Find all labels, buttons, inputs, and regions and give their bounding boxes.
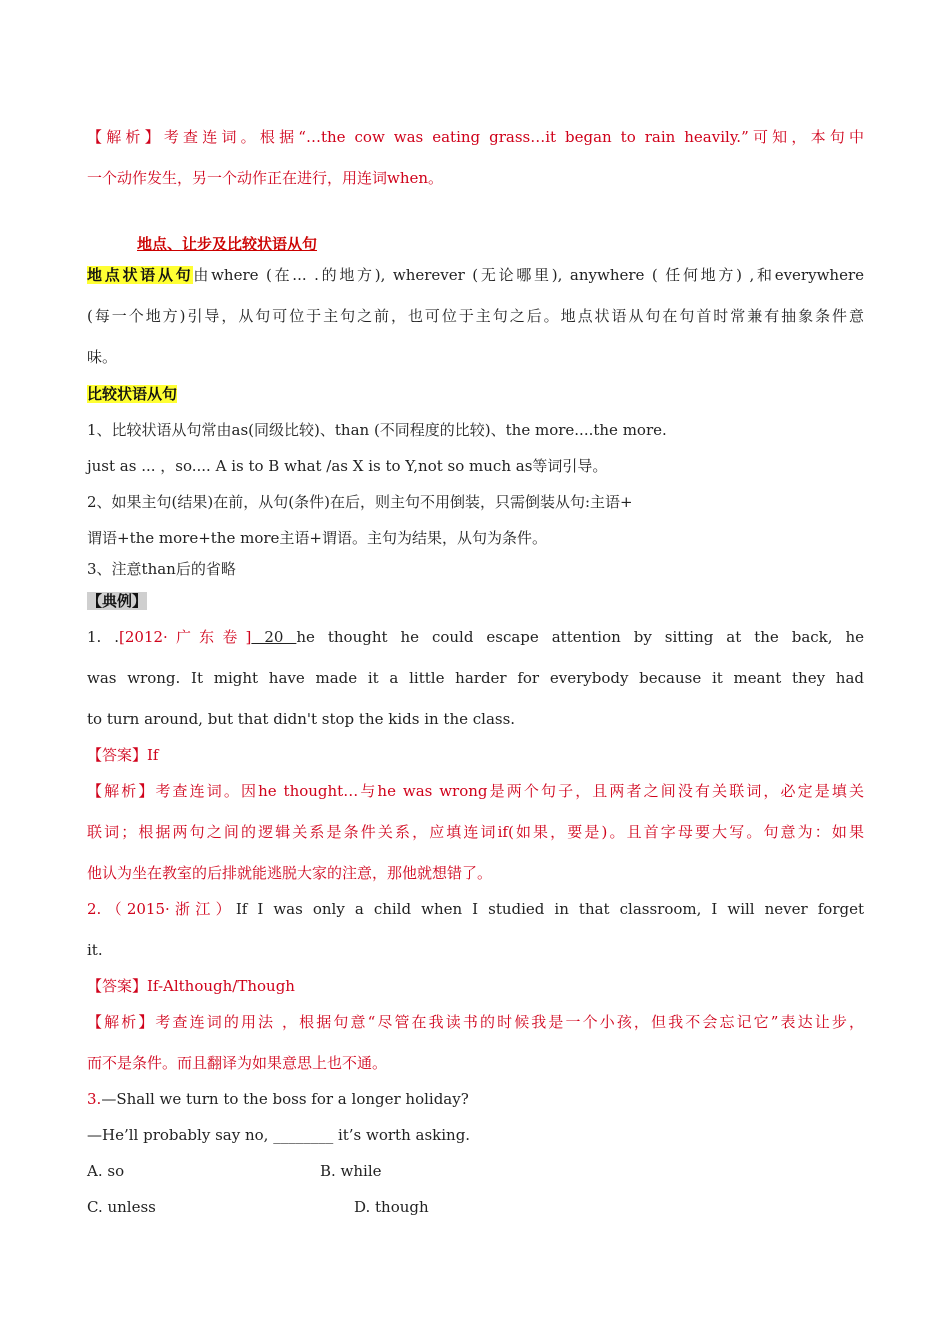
compare-item1-line1: 1、比较状语从句常由as(同级比较)、than (不同程度的比较)、the more....the more.	[87, 421, 667, 439]
q3-option-d: D. though	[354, 1198, 429, 1216]
q2-analysis-line2: 而不是条件。而且翻译为如果意思上也不通。	[87, 1054, 388, 1072]
place-clause-line1	[87, 264, 864, 286]
q2-answer: 【答案】If-Although/Though	[87, 977, 295, 995]
place-clause-line3: 味。	[87, 348, 118, 366]
q2-analysis-line1: 【解析】考查连词的用法 ，根据句意“尽管在我读书的时候我是一个小孩，但我不会忘记它”表达让步，	[87, 1013, 864, 1031]
compare-item2-line1: 2、如果主句(结果)在前，从句(条件)在后，则主句不用倒装，只需倒装从句:主语+	[87, 493, 633, 511]
analysis-line: 一个动作发生，另一个动作正在进行，用连词when。	[87, 169, 444, 187]
q1-line1	[87, 626, 864, 648]
q1-answer: 【答案】If	[87, 746, 159, 764]
q1-analysis-line3: 他认为坐在教室的后排就能逃脱大家的注意，那他就想错了。	[87, 864, 493, 882]
q2-line2: it.	[87, 941, 103, 959]
q1-line3: to turn around, but that didn't stop the kids in the class.	[87, 710, 516, 728]
compare-label-row	[87, 383, 864, 405]
example-label-row	[87, 590, 864, 612]
section-title: 地点、让步及比较状语从句	[137, 235, 318, 253]
analysis-line: 【解析】考查连词。根据“…the cow was eating grass…it began to rain heavily.”可知，本句中	[87, 128, 864, 146]
q2-line1	[87, 898, 864, 920]
q3-option-b: B. while	[320, 1162, 382, 1180]
q1-line2: was wrong. It might have made it a little harder for everybody because it meant they had	[87, 669, 864, 687]
compare-item1-line2: just as ... ，so.... A is to B what /as X is to Y,not so much as等词引导。	[87, 457, 608, 475]
compare-item3: 3、注意than后的省略	[87, 560, 236, 578]
q1-source: [2012·广东卷]	[119, 628, 252, 646]
compare-clause-label: 比较状语从句	[87, 385, 178, 403]
q1-blank: 20	[251, 628, 297, 646]
q3-option-c: C. unless	[87, 1198, 156, 1216]
q3-option-a: A. so	[87, 1162, 125, 1180]
q1-prefix: 1. .	[87, 628, 120, 646]
example-label: 【典例】	[87, 592, 148, 610]
q3-line1	[87, 1088, 864, 1110]
q3-line2: —He’ll probably say no, ________ it’s worth asking.	[87, 1126, 471, 1144]
q3-text: —Shall we turn to the boss for a longer holiday?	[101, 1090, 469, 1108]
q2-text: If I was only a child when I studied in that classroom, I will never forget	[235, 900, 864, 918]
place-clause-label: 地点状语从句	[87, 266, 194, 284]
q1-analysis-line2: 联词；根据两句之间的逻辑关系是条件关系，应填连词if(如果，要是)。且首字母要大写。句意为：如果	[87, 823, 864, 841]
q3-number: 3.	[87, 1090, 102, 1108]
place-clause-text: 由where (在... .的地方), wherever (无论哪里), anywhere ( 任何地方) ,和everywhere	[193, 266, 864, 284]
q1-analysis-line1: 【解析】考查连词。因he thought…与he was wrong是两个句子，且两者之间没有关联词，必定是填关	[87, 782, 864, 800]
q2-source: 2.（2015·浙江）	[87, 900, 236, 918]
q1-text: he thought he could escape attention by sitting at the back, he	[296, 628, 865, 646]
place-clause-line2: (每一个地方)引导，从句可位于主句之前，也可位于主句之后。地点状语从句在句首时常兼有抽象条件意	[87, 307, 864, 325]
compare-item2-line2: 谓语+the more+the more主语+谓语。主句为结果，从句为条件。	[87, 529, 547, 547]
